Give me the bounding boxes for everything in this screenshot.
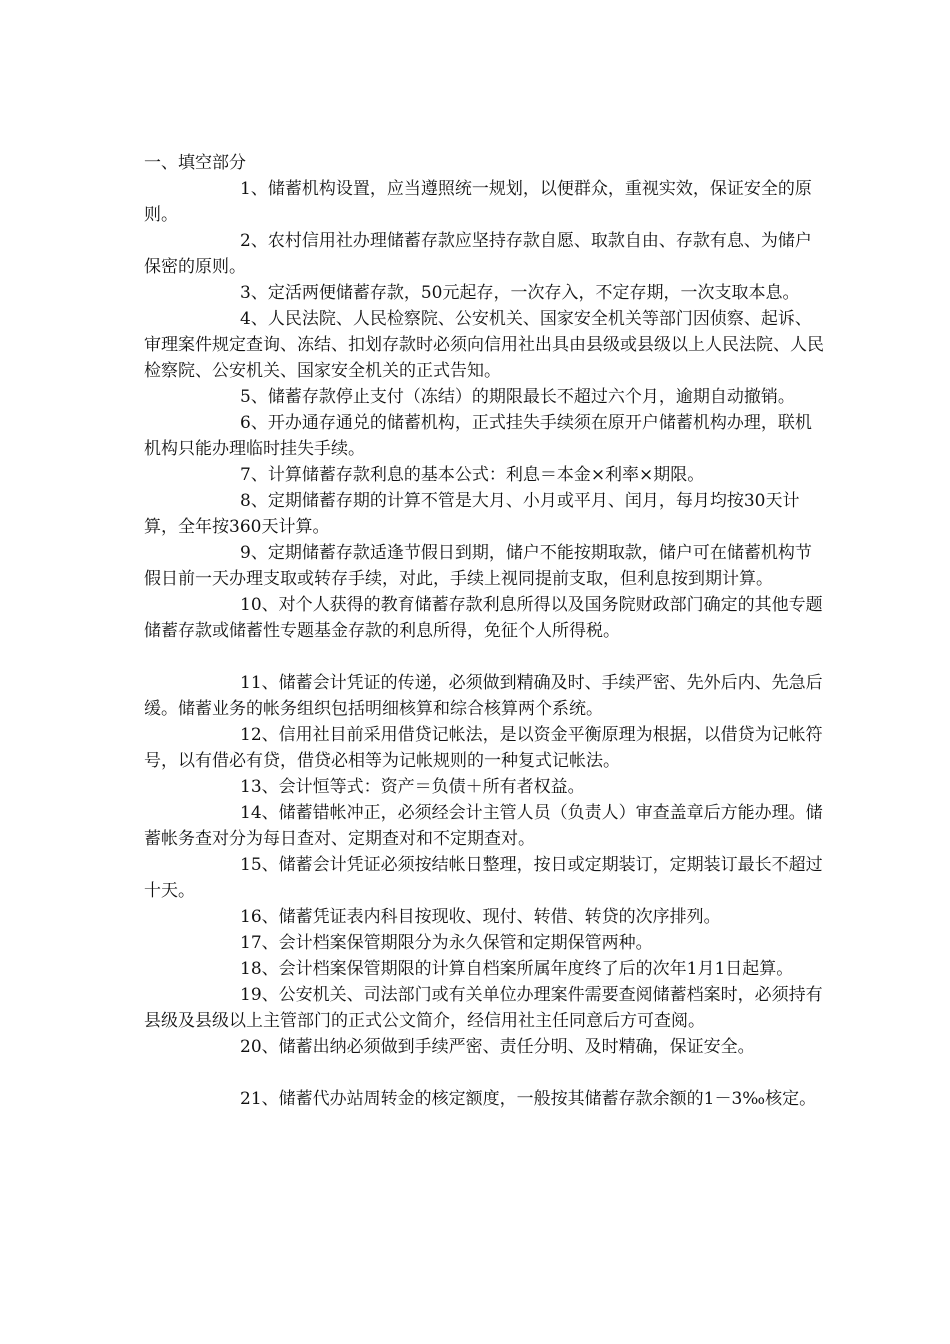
paragraph-19: 19、公安机关、司法部门或有关单位办理案件需要查阅储蓄档案时，必须持有县级及县级以上主管部门的正式公文简介，经信用社主任同意后方可查阅。: [144, 985, 823, 1031]
paragraph-21: 21、储蓄代办站周转金的核定额度，一般按其储蓄存款余额的1－3‰核定。: [240, 1089, 817, 1109]
paragraph-13: 13、会计恒等式：资产＝负债＋所有者权益。: [240, 777, 585, 797]
paragraph-16: 16、储蓄凭证表内科目按现收、现付、转借、转贷的次序排列。: [240, 907, 721, 927]
paragraph-10: 10、对个人获得的教育储蓄存款利息所得以及国务院财政部门确定的其他专题储蓄存款或储蓄性专题基金存款的利息所得，免征个人所得税。: [144, 595, 823, 641]
paragraph-12: 12、信用社目前采用借贷记帐法，是以资金平衡原理为根据，以借贷为记帐符号，以有借必有贷，借贷必相等为记帐规则的一种复式记帐法。: [144, 725, 823, 771]
paragraph-15: 15、储蓄会计凭证必须按结帐日整理，按日或定期装订，定期装订最长不超过十天。: [144, 855, 823, 901]
paragraph-7: 7、计算储蓄存款利息的基本公式：利息＝本金×利率×期限。: [240, 465, 705, 485]
paragraph-17: 17、会计档案保管期限分为永久保管和定期保管两种。: [240, 933, 653, 953]
document-body: [144, 150, 824, 1112]
paragraph-4: 4、人民法院、人民检察院、公安机关、国家安全机关等部门因侦察、起诉、审理案件规定查询、冻结、扣划存款时必须向信用社出具由县级或县级以上人民法院、人民检察院、公安机关、国家安全机关的正式告知。: [144, 309, 824, 381]
paragraph-8: 8、定期储蓄存期的计算不管是大月、小月或平月、闰月，每月均按30天计算，全年按360天计算。: [144, 491, 800, 537]
section-title: 一、填空部分: [144, 153, 246, 173]
paragraph-11: 11、储蓄会计凭证的传递，必须做到精确及时、手续严密、先外后内、先急后缓。储蓄业务的帐务组织包括明细核算和综合核算两个系统。: [144, 673, 823, 719]
paragraph-9: 9、定期储蓄存款适逢节假日到期，储户不能按期取款，储户可在储蓄机构节假日前一天办理支取或转存手续，对此，手续上视同提前支取，但利息按到期计算。: [144, 543, 812, 589]
paragraph-14: 14、储蓄错帐冲正，必须经会计主管人员（负责人）审查盖章后方能办理。储蓄帐务查对分为每日查对、定期查对和不定期查对。: [144, 803, 823, 849]
paragraph-1: 1、储蓄机构设置，应当遵照统一规划，以便群众，重视实效，保证安全的原则。: [144, 179, 812, 225]
paragraph-18: 18、会计档案保管期限的计算自档案所属年度终了后的次年1月1日起算。: [240, 959, 794, 979]
paragraph-5: 5、储蓄存款停止支付（冻结）的期限最长不超过六个月，逾期自动撤销。: [240, 387, 795, 407]
paragraph-20: 20、储蓄出纳必须做到手续严密、责任分明、及时精确，保证安全。: [240, 1037, 755, 1057]
paragraph-2: 2、农村信用社办理储蓄存款应坚持存款自愿、取款自由、存款有息、为储户保密的原则。: [144, 231, 812, 277]
paragraph-6: 6、开办通存通兑的储蓄机构，正式挂失手续须在原开户储蓄机构办理，联机机构只能办理临时挂失手续。: [144, 413, 812, 459]
paragraph-3: 3、定活两便储蓄存款，50元起存，一次存入，不定存期，一次支取本息。: [240, 283, 800, 303]
